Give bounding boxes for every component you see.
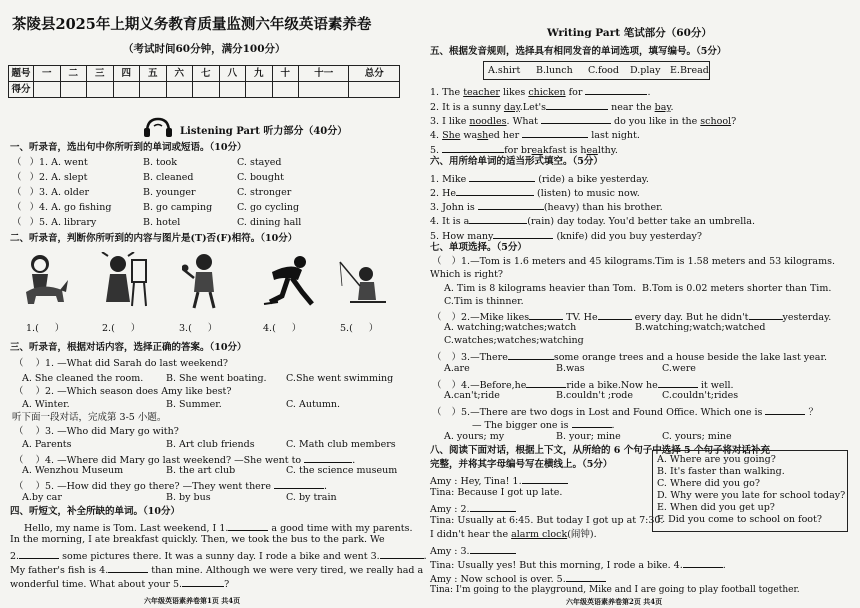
passage-line-3: 2. some pictures there. It was a sunny day. I rode a bike and went 3. ．: [10, 551, 434, 562]
section-4-heading: 四、听短文，补全所缺的单词。（10分）: [10, 506, 180, 517]
answer-blank[interactable]: [442, 143, 504, 153]
girl-painting-picture: [98, 252, 148, 312]
answer-blank[interactable]: [546, 100, 608, 110]
section-3-intro: 听下面一段对话，完成第 3-5 小题。: [12, 412, 167, 423]
question-7-4: （ ）4.—Before,he ride a bike.Now he it well.: [432, 380, 734, 391]
answer-blank[interactable]: [683, 558, 723, 568]
question-6-4: 4. It is a (rain) day today. You'd better take an umbrella.: [430, 216, 755, 227]
answer-blank[interactable]: [108, 563, 148, 573]
question-3-5: （ ）5. —How did they go there? —They went there ．: [14, 481, 334, 492]
question-7-1: （ ）1.—Tom is 1.6 meters and 45 kilograms.Tim is 1.58 meters and 53 kilograms.: [432, 256, 835, 267]
dialogue-line: I didn't hear the alarm clock(闹钟).: [430, 529, 597, 540]
list-item: C. stronger: [237, 187, 292, 198]
option-c: C.couldn't;rides: [662, 390, 739, 401]
answer-blank[interactable]: [469, 172, 535, 182]
section-6-heading: 六、用所给单词的适当形式填空。（5分）: [430, 156, 603, 167]
list-item: C. dining hall: [237, 217, 302, 228]
score-cell: 题号: [9, 66, 34, 82]
score-input-cell[interactable]: [34, 82, 61, 98]
score-input-cell[interactable]: [219, 82, 246, 98]
question-5-3: 3. I like noodles. What do you like in the school?: [430, 116, 737, 127]
option-a: A.can't;ride: [444, 390, 500, 401]
answer-blank[interactable]: [182, 577, 224, 587]
dialogue-line: Amy : Now school is over. 5.: [430, 572, 606, 585]
dialogue-line: Tina: Because I got up late.: [430, 487, 563, 498]
score-cell: 三: [87, 66, 114, 82]
picture-label-4: 4.( ）: [263, 323, 302, 334]
list-item: （ ）5. A. library: [12, 217, 97, 228]
question-6-2: 2. He (listen) to music now.: [430, 188, 640, 199]
list-item: C. go cycling: [237, 202, 300, 213]
question-3-4: （ ）4. —Where did Mary go last weekend? —She went to ．: [14, 455, 362, 466]
question-7-5-cont: — The bigger one is .: [472, 420, 615, 431]
list-item: B. younger: [143, 187, 196, 198]
option-c: C. the science museum: [286, 465, 398, 476]
answer-blank[interactable]: [470, 502, 516, 512]
score-cell: 十一: [299, 66, 349, 82]
option-b: B.couldn't ;rode: [556, 390, 634, 401]
dialogue-line: Tina: Usually yes! But this morning, I rode a bike. 4. .: [430, 560, 726, 571]
score-table-header-row: [9, 66, 400, 82]
dialogue-line: Tina: Usually at 6:45. But today I got up at 7:30.: [430, 515, 664, 526]
section-8-heading: 八、阅读下面对话，根据上下文，从所给的 6 个句子中选择 5 个句子将对话补充: [430, 445, 770, 456]
option-c: C.watches;watches;watching: [444, 335, 584, 346]
score-input-cell[interactable]: [193, 82, 220, 98]
question-7-2: （ ）2.—Mike likes TV. He every day. But he didn't yesterday.: [432, 312, 832, 323]
option-item: A.shirt: [488, 65, 521, 76]
score-cell: 四: [113, 66, 140, 82]
passage-line-2: In the morning, I ate breakfast quickly. Then, we took the bus to the park. We: [10, 534, 385, 545]
option-item: B. It's faster than walking.: [657, 466, 785, 477]
option-c: C.were: [662, 363, 696, 374]
answer-blank[interactable]: [526, 378, 566, 388]
dialogue-line: Amy : 2.: [430, 502, 516, 515]
section-8-heading-cont: 完整，并将其字母编号写在横线上。（5分）: [430, 459, 613, 470]
answer-blank[interactable]: [304, 453, 352, 463]
option-a: A. Parents: [22, 439, 72, 450]
option-item: B.lunch: [536, 65, 573, 76]
picture-label-5: 5.( ）: [340, 323, 379, 334]
section-1-heading: 一、听录音，选出句中你所听到的单词或短语。（10分）: [10, 142, 247, 153]
question-7-3: （ ）3.—There some orange trees and a house beside the lake last year.: [432, 352, 827, 363]
dialogue-line: Tina: I'm going to the playground, Mike and I are going to play football together.: [430, 585, 800, 595]
option-item: E.Bread: [670, 65, 709, 76]
list-item: （ ）2. A. slept: [12, 172, 88, 183]
dialogue-line: Amy : 3.: [430, 544, 516, 557]
option-b: B. the art club: [166, 465, 236, 476]
question-7-5: （ ）5.—There are two dogs in Lost and Found Office. Which one is ？: [432, 407, 818, 418]
picture-label-2: 2.( ）: [102, 323, 141, 334]
list-item: （ ）4. A. go fishing: [12, 202, 112, 213]
score-input-cell[interactable]: [299, 82, 349, 98]
option-b: B.Tom is 0.02 meters shorter than Tim.: [642, 283, 832, 294]
option-c: C. Math club members: [286, 439, 396, 450]
answer-blank[interactable]: [19, 549, 59, 559]
option-a: A. Tim is 8 kilograms heavier than Tom.: [444, 283, 637, 294]
list-item: B. hotel: [143, 217, 181, 228]
score-input-cell[interactable]: [60, 82, 87, 98]
option-a: A. Winter.: [22, 399, 70, 410]
dialogue-line: Amy : Hey, Tina! 1.: [430, 474, 568, 487]
exam-title: 茶陵县2025年上期义务教育质量监测六年级英语素养卷: [12, 16, 372, 33]
score-input-cell[interactable]: [140, 82, 167, 98]
option-c: C.She went swimming: [286, 373, 394, 384]
score-cell: 总分: [349, 66, 400, 82]
score-cell: 得分: [9, 82, 34, 98]
passage-line-1: Hello, my name is Tom. Last weekend, I 1. a good time with my parents.: [24, 523, 413, 534]
score-cell: 二: [60, 66, 87, 82]
question-7-1-cont: Which is right?: [430, 269, 504, 280]
answer-blank[interactable]: [380, 549, 424, 559]
score-table: [8, 65, 400, 98]
option-b: B.was: [556, 363, 585, 374]
score-cell: 六: [166, 66, 193, 82]
passage-line-5: wonderful time. What about your 5. ?: [10, 579, 230, 590]
answer-blank[interactable]: [566, 572, 606, 582]
option-item: A. Where are you going?: [657, 454, 776, 465]
question-5-4: 4. She washed her last night.: [430, 130, 640, 141]
page-footer-left: 六年级英语素养卷第1页 共4页: [144, 596, 241, 605]
score-cell: 七: [193, 66, 220, 82]
question-5-5: 5. for breakfast is healthy.: [430, 145, 618, 156]
answer-blank[interactable]: [478, 200, 544, 210]
phonics-options-box: [483, 61, 710, 80]
score-table-score-row: [9, 82, 400, 98]
option-c: C.Tim is thinner.: [444, 296, 524, 307]
option-c: C. by train: [286, 492, 337, 503]
option-c: C. Autumn.: [286, 399, 341, 410]
headphones-icon: [143, 116, 173, 138]
answer-blank[interactable]: [522, 474, 568, 484]
question-3-3: （ ）3. —Who did Mary go with?: [14, 426, 179, 437]
option-a: A.by car: [22, 492, 62, 503]
option-c: C. yours; mine: [662, 431, 732, 442]
answer-blank[interactable]: [765, 405, 805, 415]
score-cell: 九: [246, 66, 273, 82]
exam-subtitle: （考试时间60分钟，满分100分）: [123, 43, 286, 55]
score-input-cell[interactable]: [349, 82, 400, 98]
answer-blank[interactable]: [508, 350, 554, 360]
answer-blank[interactable]: [749, 310, 783, 320]
passage-line-4: My father's fish is 4. than mine. Although we were very tired, we really had a: [10, 565, 424, 576]
picture-label-1: 1.( ）: [26, 323, 65, 334]
option-b: B. your; mine: [556, 431, 621, 442]
answer-blank[interactable]: [572, 418, 612, 428]
score-input-cell[interactable]: [113, 82, 140, 98]
question-5-2: 2. It is a sunny day.Let's near the bay.: [430, 102, 674, 113]
boy-riding-horse-picture: [22, 252, 70, 312]
question-3-2: （ ）2. —Which season does Amy like best?: [14, 386, 232, 397]
option-b: B. She went boating.: [166, 373, 267, 384]
list-item: C. bought: [237, 172, 284, 183]
question-6-1: 1. Mike (ride) a bike yesterday.: [430, 174, 649, 185]
option-a: A. She cleaned the room.: [22, 373, 144, 384]
girl-playing-ping-pong-picture: [182, 252, 228, 312]
question-6-3: 3. John is (heavy) than his brother.: [430, 202, 663, 213]
picture-label-3: 3.( ）: [179, 323, 218, 334]
answer-blank[interactable]: [585, 85, 647, 95]
answer-blank[interactable]: [522, 128, 588, 138]
answer-blank[interactable]: [529, 310, 563, 320]
section-2-heading: 二、听录音，判断你所听到的内容与图片是(T)否(F)相符。（10分）: [10, 233, 298, 244]
answer-blank[interactable]: [469, 214, 527, 224]
section-5-heading: 五、根据发音规则，选择具有相同发音的单词选项，填写编号。（5分）: [430, 46, 727, 57]
option-a: A. watching;watches;watch: [444, 322, 577, 333]
speed-skater-picture: [262, 252, 318, 312]
answer-blank[interactable]: [228, 521, 268, 531]
option-item: E. When did you get up?: [657, 502, 775, 513]
option-b: B. Art club friends: [166, 439, 255, 450]
list-item: B. cleaned: [143, 172, 194, 183]
question-6-5: 5. How many (knife) did you buy yesterday?: [430, 231, 703, 242]
section-7-heading: 七、单项选择。（5分）: [430, 242, 527, 253]
answer-blank[interactable]: [456, 186, 534, 196]
listening-heading: Listening Part 听力部分（40分）: [180, 126, 348, 137]
answer-blank[interactable]: [470, 544, 516, 554]
score-cell: 十: [272, 66, 299, 82]
score-cell: 八: [219, 66, 246, 82]
option-item: D. Why were you late for school today?: [657, 490, 846, 501]
list-item: C. stayed: [237, 157, 282, 168]
score-input-cell[interactable]: [87, 82, 114, 98]
list-item: （ ）3. A. older: [12, 187, 90, 198]
page-footer-right: 六年级英语素养卷第2页 共4页: [566, 597, 663, 606]
option-a: A. yours; my: [444, 431, 505, 442]
score-cell: 五: [140, 66, 167, 82]
answer-blank[interactable]: [274, 479, 324, 489]
option-item: D.play: [630, 65, 661, 76]
option-a: A.are: [444, 363, 470, 374]
option-item: C.food: [588, 65, 619, 76]
answer-blank[interactable]: [541, 114, 611, 124]
option-item: F. Did you come to school on foot?: [657, 514, 822, 525]
option-b: B.watching;watch;watched: [635, 322, 766, 333]
boy-fishing-picture: [336, 252, 388, 312]
sentence-options-box: [652, 450, 848, 532]
list-item: B. go camping: [143, 202, 213, 213]
list-item: B. took: [143, 157, 178, 168]
score-input-cell[interactable]: [166, 82, 193, 98]
option-item: C. Where did you go?: [657, 478, 760, 489]
option-b: B. by bus: [166, 492, 211, 503]
section-3-heading: 三、听录音，根据对话内容，选择正确的答案。（10分）: [10, 342, 247, 353]
score-input-cell[interactable]: [272, 82, 299, 98]
option-a: A. Wenzhou Museum: [22, 465, 124, 476]
writing-heading: Writing Part 笔试部分（60分）: [547, 27, 712, 39]
answer-blank[interactable]: [658, 378, 698, 388]
score-cell: 一: [34, 66, 61, 82]
score-input-cell[interactable]: [246, 82, 273, 98]
question-5-1: 1. The teacher likes chicken for .: [430, 87, 651, 98]
answer-blank[interactable]: [598, 310, 632, 320]
option-b: B. Summer.: [166, 399, 222, 410]
question-3-1: （ ）1. —What did Sarah do last weekend?: [14, 358, 229, 369]
list-item: （ ）1. A. went: [12, 157, 88, 168]
answer-blank[interactable]: [493, 229, 553, 239]
